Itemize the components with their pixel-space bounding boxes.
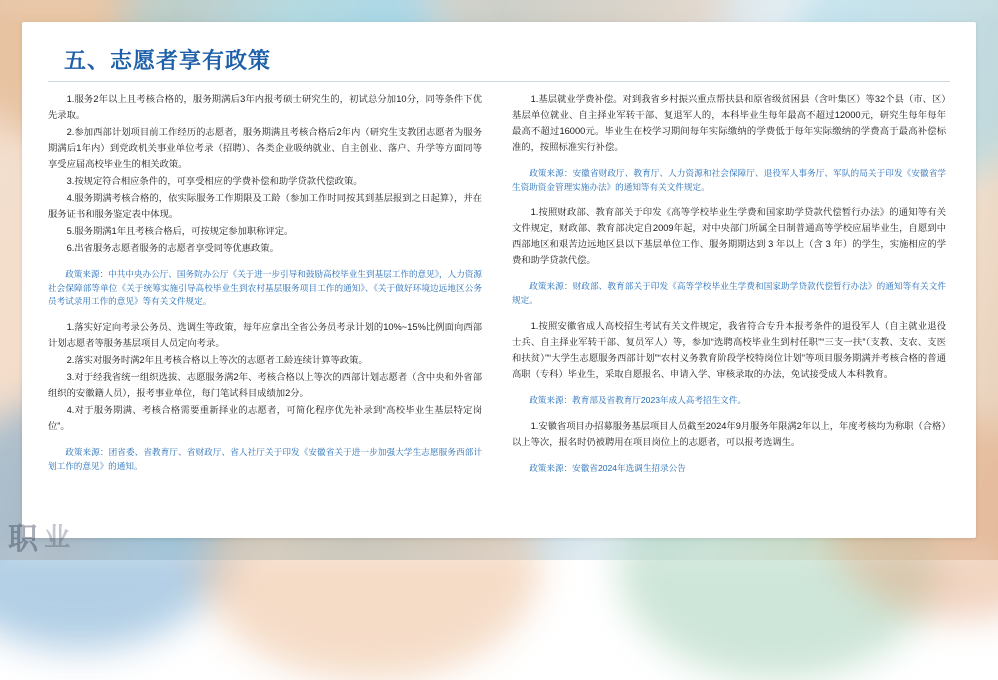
paragraph: 5.服务期满1年且考核合格后，可按规定参加职称评定。 xyxy=(66,225,294,236)
paragraph: 1.按照财政部、教育部关于印发《高等学校毕业生学费和国家助学贷款代偿暂行办法》的通知等有关文件规定，财政部、教育部决定自2009年起，对中央部门所属全日制普通高等学校应届毕业生，自愿到中西部地区和艰苦边远地区县以下基层单位工作、服务期期达到 3 年以上（含 3 年）的学生，实施相应的学费和助学贷款代偿。 xyxy=(512,207,946,266)
right-column xyxy=(512,92,946,479)
spacer xyxy=(512,412,946,419)
policy-source: 政策来源：安徽省2024年选调生招录公告 xyxy=(529,462,686,473)
spacer xyxy=(512,312,946,319)
paragraph: 1.服务2年以上且考核合格的，服务期满后3年内报考硕士研究生的，初试总分加10分，同等条件下优先录取。 xyxy=(48,94,482,120)
paragraph: 3.按规定符合相应条件的，可享受相应的学费补偿和助学贷款代偿政策。 xyxy=(66,175,363,186)
background-stripe xyxy=(0,552,998,560)
paragraph: 4.对于服务期满、考核合格需要重新择业的志愿者，可简化程序优先补录到“高校毕业生基层特定岗位”。 xyxy=(48,405,482,431)
document-card xyxy=(22,22,976,538)
spacer xyxy=(512,384,946,391)
policy-source: 政策来源：团省委、省教育厅、省财政厅、省人社厅关于印发《安徽省关于进一步加强大学生志愿服务西部计划工作的意见》的通知。 xyxy=(48,446,482,471)
paragraph: 4.服务期满考核合格的，依实际服务工作期限及工龄（参加工作时同按其到基层报到之日起算），并在服务证书和服务鉴定表中体现。 xyxy=(48,192,482,219)
paragraph: 3.对于经我省统一组织选拔、志愿服务满2年、考核合格以上等次的西部计划志愿者（含中央和外省部组织的安徽籍人员），报考事业单位，每门笔试科目成绩加2分。 xyxy=(48,372,482,399)
paragraph: 2.落实对服务时满2年且考核合格以上等次的志愿者工龄连续计算等政策。 xyxy=(66,355,368,366)
two-column-body xyxy=(48,92,950,479)
spacer xyxy=(48,258,482,265)
spacer xyxy=(48,313,482,320)
paragraph: 1.安徽省项目办招募服务基层项目人员截至2024年9月服务年限满2年以上，年度考核均为称职（合格）以上等次，报名时仍被聘用在项目岗位上的志愿者，可以报考选调生。 xyxy=(512,420,946,447)
background-decor-character: 职 xyxy=(8,523,38,556)
paragraph: 6.出省服务志愿者服务的志愿者享受同等优惠政策。 xyxy=(66,242,279,253)
spacer xyxy=(512,270,946,277)
background-decor-character: 业 xyxy=(44,523,71,552)
spacer xyxy=(512,452,946,459)
paragraph: 2.参加西部计划项目前工作经历的志愿者，服务期满且考核合格后2年内（研究生支教团志愿者为服务期满后1年内）到党政机关事业单位考录（招聘）、各类企业吸纳就业、自主创业、落户、升学等方面同等享受应届高校毕业生的相关政策。 xyxy=(48,126,482,169)
paragraph: 1.基层就业学费补偿。对到我省乡村振兴重点帮扶县和原省级贫困县（含叶集区）等32个县（市、区）基层单位就业、自主择业军转干部、复退军人的，本科毕业生每年最高不超过12000元，研究生每年每年最高不超过16000元。毕业生在校学习期间每年实际缴纳的学费低于每年实际缴纳的学费高于最高补偿标准的，按照标准实行补偿。 xyxy=(512,94,946,152)
left-column xyxy=(48,92,482,477)
spacer xyxy=(512,198,946,205)
background-stripe xyxy=(0,0,998,6)
page-title: 五、志愿者享有政策 xyxy=(64,48,272,73)
policy-source: 政策来源：安徽省财政厅、教育厅、人力资源和社会保障厅、退役军人事务厅、军队的局关于印发《安徽省学生资助资金管理实施办法》的通知等有关文件规定。 xyxy=(512,167,946,192)
paragraph: 1.落实好定向考录公务员、选调生等政策，每年应拿出全省公务员考录计划的10%~15%比例面向西部计划志愿者等服务基层项目人员定向考录。 xyxy=(48,322,482,349)
spacer xyxy=(512,157,946,164)
title-divider xyxy=(48,81,950,82)
policy-source: 政策来源：财政部、教育部关于印发《高等学校毕业生学费和国家助学贷款代偿暂行办法》的通知等有关文件规定。 xyxy=(512,281,946,306)
paragraph: 1.按照安徽省成人高校招生考试有关文件规定，我省符合专升本报考条件的退役军人（自主就业退役士兵、自主择业军转干部、复员军人）等，参加“选聘高校毕业生到村任职”“三支一扶”（支教、支农、支医和扶贫）”“大学生志愿服务西部计划”“农村义务教育阶段学校特岗位计划”等项目服务期满并考核合格的普通高职（专科）毕业生，采取自愿报名、申请入学、审核录取的办法，免试接受成人本科教育。 xyxy=(512,320,946,379)
policy-source: 政策来源：中共中央办公厅、国务院办公厅《关于进一步引导和鼓励高校毕业生到基层工作的意见》，人力资源社会保障部等单位《关于统筹实施引导高校毕业生到农村基层服务项目工作的通知》、《关于做好环境边远地区公务员考试录用工作的意见》等有关文件规定。 xyxy=(48,268,482,307)
policy-source: 政策来源：教育部及省教育厅2023年成人高考招生文件。 xyxy=(529,394,746,405)
spacer xyxy=(48,436,482,443)
